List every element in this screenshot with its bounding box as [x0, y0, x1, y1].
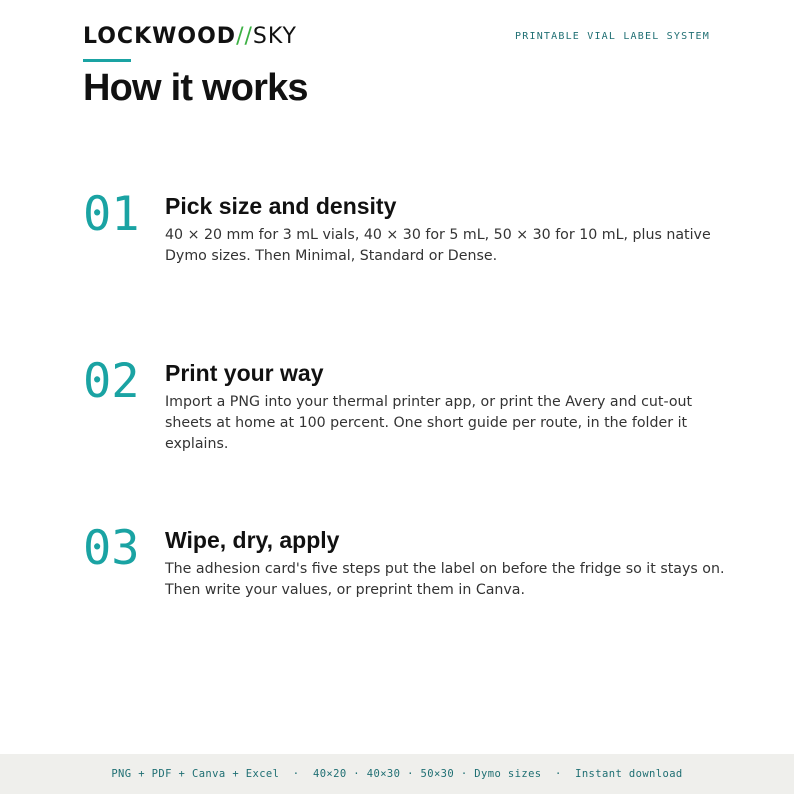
brand-slashes: // [236, 24, 253, 49]
page-title: How it works [83, 67, 308, 109]
brand-logo [83, 24, 297, 50]
step-1 [83, 187, 723, 282]
step-number: 03 [83, 521, 140, 576]
footer-bar: PNG + PDF + Canva + Excel · 40×20 · 40×30 · 50×30 · Dymo sizes · Instant download [0, 754, 794, 794]
step-number: 02 [83, 354, 140, 409]
step-description: Import a PNG into your thermal printer app, or print the Avery and cut-out sheets at home at 100 percent. One short guide per route, in the folder it explains. [165, 394, 693, 452]
accent-bar [83, 59, 131, 62]
step-description: 40 × 20 mm for 3 mL vials, 40 × 30 for 5 mL, 50 × 30 for 10 mL, plus native Dymo sizes. Then Minimal, Standard or Dense. [165, 227, 711, 264]
step-title: Print your way [165, 360, 324, 386]
step-number: 01 [83, 187, 140, 242]
step-title: Wipe, dry, apply [165, 527, 340, 553]
step-description: The adhesion card's five steps put the label on before the fridge so it stays on. Then write your values, or preprint them in Canva. [165, 561, 725, 598]
tagline: PRINTABLE VIAL LABEL SYSTEM [515, 31, 710, 42]
brand-name-secondary: SKY [252, 24, 297, 49]
step-title: Pick size and density [165, 193, 397, 219]
step-2 [83, 354, 723, 452]
brand-name-primary: LOCKWOOD [83, 24, 237, 49]
step-3 [83, 521, 725, 616]
